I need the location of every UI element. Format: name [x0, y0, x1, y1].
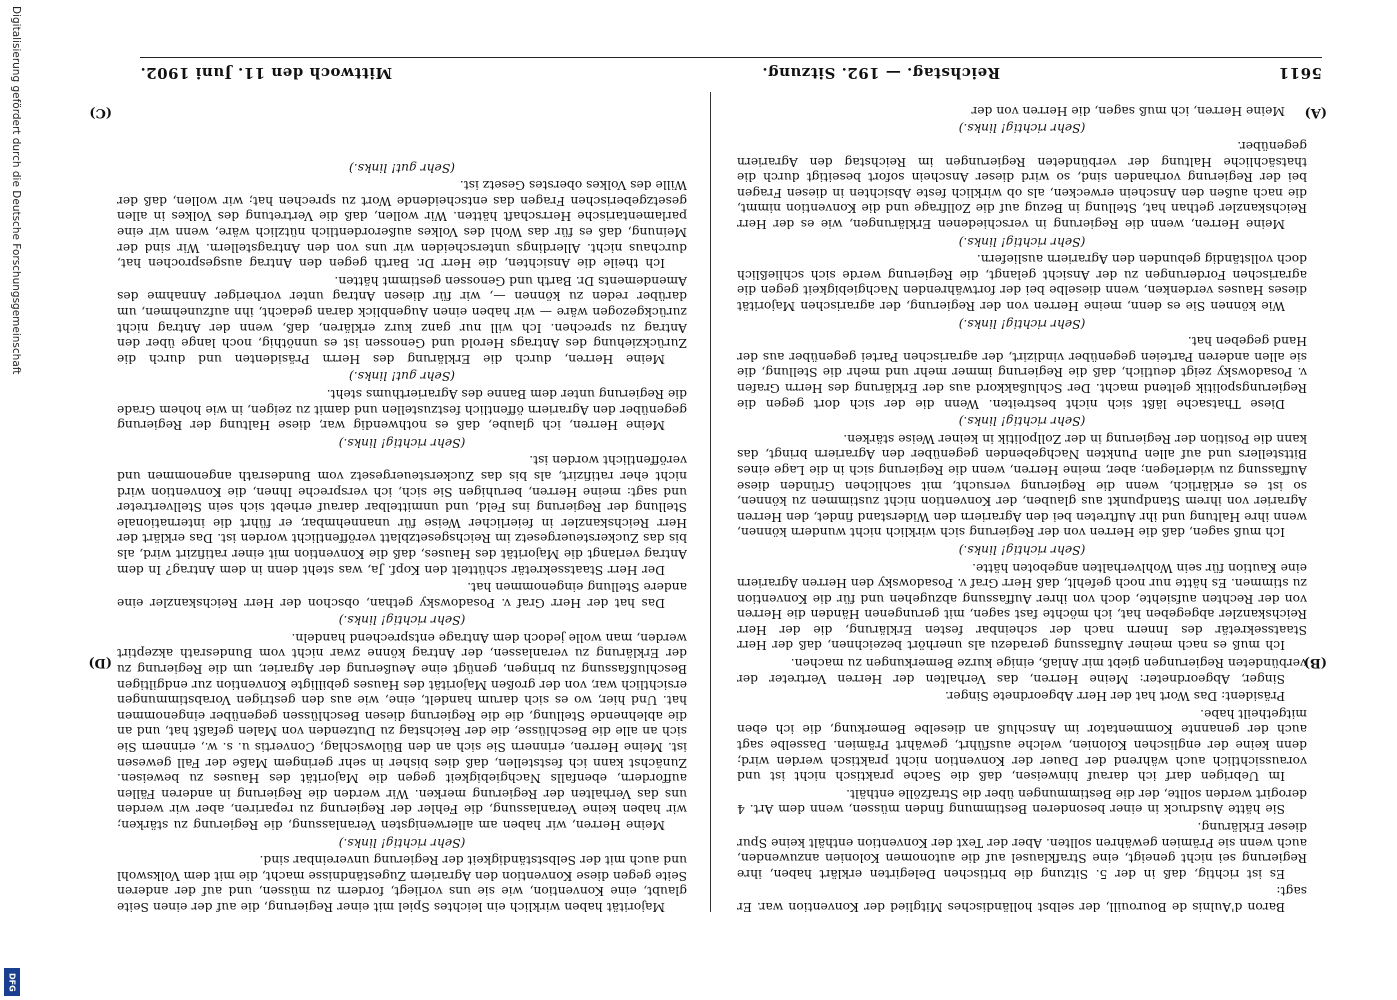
margin-letter-d: (D): [88, 655, 112, 670]
applause-note: (Sehr gut! links.): [348, 160, 456, 175]
session-title: Reichstag. — 192. Sitzung.: [761, 64, 1001, 82]
page-header: [140, 58, 1322, 88]
margin-letter-c: (C): [89, 105, 112, 120]
paragraph: Der Herr Staatssekretär schüttelt den Kopf. Ja, was steht denn in dem Antrag? In dem Antrag verlangt die Majorität des Hauses, daß die Konvention mit einer ratifizirt wird, als bis das Zuckersteuergesetz im Reichsgesetzblatt veröffentlicht worden ist. Das erklärt der Herr Reichskanzler in feierlicher Weise für unannehmbar, er führt die internationale Stellung der Regierung ins Feld, und unmittelbar darauf erhebt sich sein Stellvertreter und sagt: meine Herren, beruhigen Sie sich, ich verspreche Ihnen, die Konvention wird nicht eher ratifizirt, als bis das Zuckersteuergesetz vom Bundesrath angenommen und veröffentlicht worden ist.: [117, 453, 687, 577]
applause-note: (Sehr richtig! links.): [958, 414, 1086, 429]
paragraph: Ich theile die Ansichten, die Herr Dr. Barth gegen den Antrag ausgesprochen hat, durchaus nicht. Allerdings unterscheiden wir uns von den Antragstellern. Wir sind der Meinung, daß es für das Wohl des Volkes außerordentlich nützlich wäre, wenn wir eine parlamentarische Herrschaft hätten. Wir wollen, daß die Vertretung des Volkes in allen gesetzgeberischen Fragen das entscheidende Wort zu sprechen hat; wir wollen, daß der Wille des Volkes oberstes Gesetz ist.: [117, 178, 687, 271]
paragraph: Singer, Abgeordneter: Meine Herren, das Verhalten der Herren Vertreter der verbündeten Regierungen giebt mir Anlaß, einige kurze Bemerkungen zu machen.: [737, 656, 1307, 686]
margin-letter-b: (B): [1303, 655, 1327, 670]
applause-note: (Sehr richtig! links.): [338, 835, 466, 850]
page-number: 5611: [1278, 64, 1322, 82]
dfg-logo: DFG: [4, 968, 20, 996]
paragraph: Ich muß es nach meiner Auffassung geradezu als unerhört bezeichnen, daß der Herr Staatssekretär des Innern nach der scheinbar festen Erklärung, die der Herr Reichskanzler abgegeben hat, ich möchte fast sagen, mit gerungenen Händen die Herren von der Rechten aufsiehte, doch von ihrer Auffassung abzugehen und für die Konvention zu stimmen. Es hätte nur noch gefehlt, daß Herr Graf v. Posadowsky den Herren Agrariern eine Kaution für sein Wohlverhalten angeboten hätte.: [737, 560, 1307, 653]
paragraph: Im Uebrigen darf ich darauf hinweisen, daß die Sache praktisch nicht ist und voraussichtlich auch während der Dauer der Konvention nicht praktisch werden wird; denn keine der englischen Kolonien, welche ausführt, gewährt Prämien. Dasselbe sagt auch der genannte Kommentator im Anschluß an dieselbe Bemerkung, die ich eben mitgetheilt habe.: [737, 706, 1307, 784]
footer-credit: Digitalisierung gefördert durch die Deutsche Forschungsgemeinschaft: [10, 6, 22, 375]
paragraph: Meine Herren, ich glaube, daß es nothwendig war, diese Haltung der Regierung gegenüber den Agrariern öffentlich festzustellen und damit zu zeigen, in wie hohem Grade die Regierung unter dem Banne des Agrarierthums steht.: [117, 387, 687, 433]
applause-note: (Sehr gut! links.): [348, 369, 456, 384]
applause-note: (Sehr richtig! links.): [338, 613, 466, 628]
paragraph: Diese Thatsache läßt sich nicht bestreiten. Wenn die der sich dort gegen die Regierungspolitik geltend macht. Der Schlußakkord aus der Erklärung des Herrn Grafen v. Posadowsky zeigt deutlich, daß die Regierung immer mehr und mehr die Stellung, die sie allen anderen Parteien gegenüber vindizirt, der agrarischen Partei gegenüber aus der Hand gegeben hat.: [737, 334, 1307, 411]
paragraph: Wie können Sie es denn, meine Herren von der Regierung, der agrarischen Majorität dieses Hauses verdenken, wenn dieselbe bei der fortwährenden Nachgiebigkeit gegen die agrarischen Forderungen zu der Ansicht gelangt, die Regierung werde sich schließlich doch vollständig gebunden den Agrariern ausliefern.: [737, 252, 1307, 314]
applause-note: (Sehr richtig! links.): [338, 435, 466, 450]
paragraph: Ich muß sagen, daß die Herren von der Regierung sich wirklich nicht wundern können, wenn ihre Haltung und ihr Auftreten bei den Agrariern den Widerstand findet, den Herren Agrarier von ihrem Standpunkt aus glauben, der Konvention nicht zustimmen zu können, so ist es erklärlich, wenn die Regierung versucht, mit sachlichen Gründen diese Auffassung zu widerlegen; aber, meine Herren, wenn die Regierung sich in die Lage eines Bittstellers und auf allen Punkten Nachgebenden gegenüber den Agrariern bringt, das kann die Position der Regierung in der Zollpolitik in keiner Weise stärken.: [737, 431, 1307, 540]
paragraph: Baron d'Aulnis de Bourouill, der selbst holländisches Mitglied der Konvention war. Er sagt:: [737, 884, 1307, 914]
paragraph: Meine Herren, wir haben am allerwenigsten Veranlassung, die Regierung zu stärken; wir haben keine Veranlassung, die Fehler der Regierung zu repariren, aber wir werden uns das Verhalten der Regierung merken. Wir werden die Regierung in anderen Fällen auffordern, ebenfalls Nachgiebigkeit gegen die Majorität des Hauses zu beweisen. Zunächst kann ich feststellen, daß dies bisher in sehr geringem Maße der Fall gewesen ist. Meine Herren, erinnern Sie sich an den Bülowschlag, Convertis u. s. w., erinnern Sie sich an alle die Beschlüsse, die der Reichstag zu Dutzenden von Malen gefaßt hat, und an die ablehnende Stellung, die die Regierung diesen Beschlüssen gegenüber eingenommen hat. Und hier, wo es sich darum handelt, eine, wie aus den gestrigen Vorabstimmungen ersichtlich war, von der großen Majorität des Hauses gebilligte Konvention zur endgiltigen Beschlußfassung zu bringen, genügt eine Aeußerung der Agrarier, um die Regierung zu der Erklärung zu veranlassen, der Antrag könne zwar nicht vom Bundesrath akzeptirt werden, man wolle jedoch dem Antrage entsprechend handeln.: [117, 630, 687, 833]
header-rule: [140, 57, 1322, 58]
left-column: [737, 90, 1307, 914]
paragraph: Präsident: Das Wort hat der Herr Abgeordnete Singer.: [944, 689, 1285, 704]
digitization-footer: [4, 0, 24, 1000]
right-column: [117, 90, 687, 914]
column-divider: [710, 92, 711, 912]
paragraph: Meine Herren, durch die Erklärung des Herrn Präsidenten und durch die Zurückziehung des Antrags Herold und Genossen ist es unnöthig, noch lange über den Antrag zu sprechen. Ich will nur ganz kurz erklären, daß, wenn der Antrag nicht zurückgezogen wäre — wir haben einen Augenblick daran gedacht, ihn aufzunehmen, um darüber reden zu können —, wir für diesen Antrag unter vorheriger Annahme des Amendements Dr. Barth und Genossen gestimmt hätten.: [117, 273, 687, 366]
paragraph: Meine Herren, wenn die Regierung in verschiedenen Erklärungen, wie es der Herr Reichskanzler gethan hat, Stellung in Bezug auf die Zollfrage und die Konvention nimmt, die nach außen den Anschein erwecken, als ob wirklich feste Absichten in diesen Fragen bei der Regierung vorhanden sind, so wird dieser Anschein sofort beseitigt durch die thatsächliche Haltung der verbündeten Regierungen im Reichstag den Agrariern gegenüber.: [737, 139, 1307, 232]
applause-note: (Sehr richtig! links.): [958, 234, 1086, 249]
paragraph: Es ist richtig, daß in der 5. Sitzung die britischen Delegirten erklärt haben, ihre Regierung sei nicht geneigt, eine Strafklausel auf die autonomen Kolonien anzuwenden, auch wenn sie Prämien gewähren sollten. Aber der Text der Konvention enthält keine Spur dieser Erklärung.: [737, 820, 1307, 881]
paragraph: Meine Herren, ich muß sagen, die Herren von der: [971, 103, 1285, 118]
margin-letter-a: (A): [1304, 105, 1327, 120]
session-date: Mittwoch den 11. Juni 1902.: [140, 64, 393, 82]
applause-note: (Sehr richtig! links.): [958, 316, 1086, 331]
paragraph: Das hat der Herr Graf v. Posadowsky gethan, obschon der Herr Reichskanzler eine andere Stellung eingenommen hat.: [117, 580, 687, 610]
applause-note: (Sehr richtig! links.): [958, 121, 1086, 136]
paragraph: Sie hätte Ausdruck in einer besonderen Bestimmung finden müssen, wenn dem Art. 4 derogirt werden sollte, der die Bestimmungen über die Strafzölle enthält.: [737, 786, 1307, 817]
paragraph: Majorität haben wirklich ein leichtes Spiel mit einer Regierung, die auf der einen Seite glaubt, eine Konvention, wie sie uns vorliegt, fordern zu müssen, und auf der anderen Seite gegen diese Konvention den Agrariern Zugeständnisse macht, die mit dem Volkswohl und auch mit der Selbstständigkeit der Regierung unvereinbar sind.: [117, 853, 687, 914]
applause-note: (Sehr richtig! links.): [958, 542, 1086, 557]
